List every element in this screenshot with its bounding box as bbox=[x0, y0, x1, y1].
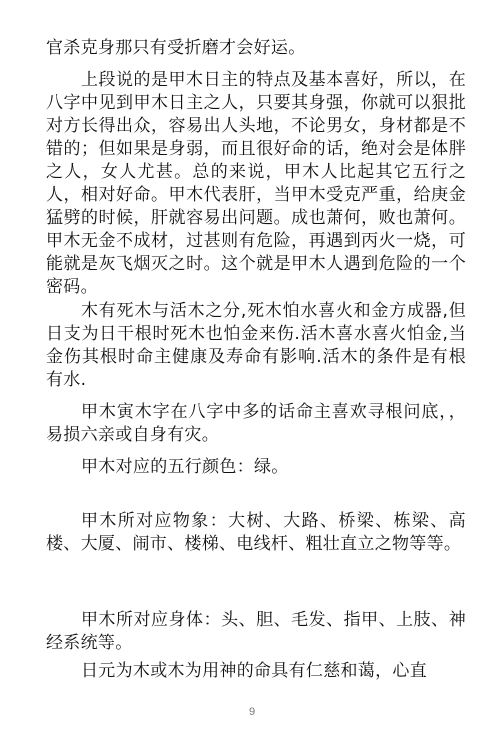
paragraph-3: 木有死木与活木之分,死木怕水喜火和金方成器,但日支为日干根时死木也怕金来伤.活木喜水喜火怕金,当金伤其根时命主健康及寿命有影响.活木的条件是有根有水. bbox=[46, 301, 466, 390]
paragraph-6: 甲木所对应物象：大树、大路、桥梁、栋梁、高楼、大厦、闹市、楼梯、电线杆、粗壮直立之物等等。 bbox=[46, 511, 466, 554]
page-number: 9 bbox=[248, 706, 256, 718]
paragraph-2: 上段说的是甲木日主的特点及基本喜好，所以，在八字中见到甲木日主之人，只要其身强，你就可以狠批对方长得出众，容易出人头地，不论男女，身材都是不错的；但如果是身弱，而且很好命的话，绝对会是体胖之人，女人尤甚。总的来说，甲木人比起其它五行之人，相对好命。甲木代表肝，当甲木受克严重，给庚金猛劈的时候，肝就容易出问题。成也萧何，败也萧何。甲木无金不成材，过甚则有危险，再遇到丙火一烧，可能就是灰飞烟灭之时。这个就是甲木人遇到危险的一个密码。 bbox=[46, 70, 466, 297]
paragraph-7: 甲木所对应身体：头、胆、毛发、指甲、上肢、神经系统等。 bbox=[46, 610, 466, 653]
paragraph-1: 官杀克身那只有受折磨才会好运。 bbox=[46, 38, 306, 58]
paragraph-4: 甲木寅木字在八字中多的话命主喜欢寻根问底，，易损六亲或自身有灾。 bbox=[46, 402, 466, 445]
paragraph-5: 甲木对应的五行颜色：绿。 bbox=[81, 457, 289, 477]
paragraph-8: 日元为木或木为用神的命具有仁慈和蔼，心直 bbox=[81, 661, 427, 681]
